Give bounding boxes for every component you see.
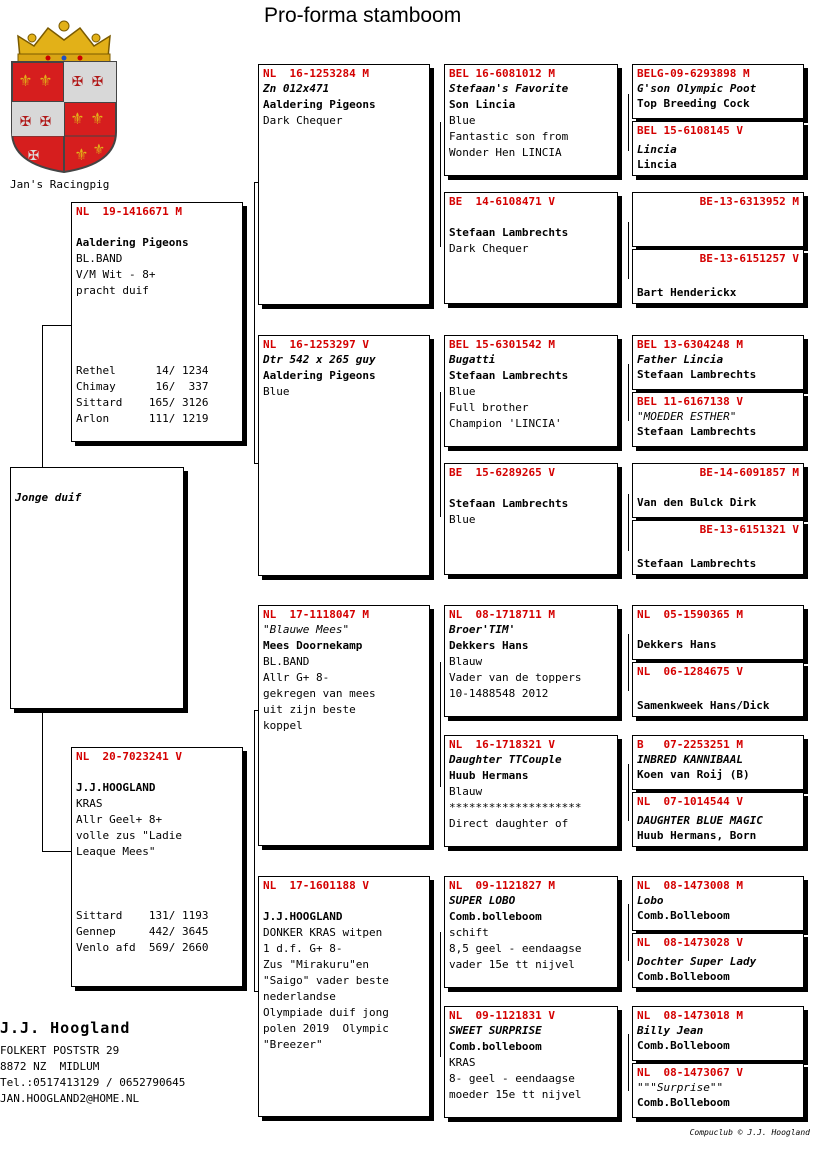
pigeon-name [637, 209, 799, 224]
breeder-name: Koen van Roij (B) [637, 768, 750, 781]
race-result: Chimay 16/ 337 [76, 380, 209, 393]
owner-address: FOLKERT POSTSTR 29 [0, 1044, 120, 1057]
pedigree-line [76, 219, 238, 235]
pedigree-line: Zus "Mirakuru"en [263, 958, 369, 971]
pedigree-line: DONKER KRAS witpen [263, 926, 383, 939]
owner-email: JAN.HOOGLAND2@HOME.NL [0, 1092, 140, 1105]
breeder-name: J.J.HOOGLAND [263, 910, 343, 923]
pigeon-name [637, 622, 799, 637]
subject-card[interactable] [10, 467, 184, 709]
g3-card-1[interactable] [444, 64, 618, 176]
pigeon-name: Billy Jean [637, 1024, 704, 1037]
g3-card-4[interactable] [444, 463, 618, 575]
connector-line [628, 634, 629, 691]
g3-card-6[interactable] [444, 735, 618, 847]
svg-text:✠: ✠ [92, 70, 103, 91]
connector-line [628, 1034, 629, 1091]
pigeon-name [637, 270, 799, 285]
pigeon-name: SWEET SURPRISE [449, 1024, 542, 1037]
ring-number: NL 06-1284675 V [637, 665, 743, 678]
g4-card-13[interactable] [632, 876, 804, 931]
crown-icon [18, 21, 110, 62]
pedigree-line: Direct daughter of [449, 817, 569, 830]
race-result: Arlon 111/ 1219 [76, 412, 209, 425]
connector-line [42, 851, 71, 852]
race-result: Venlo afd 569/ 2660 [76, 941, 209, 954]
ring-number: NL 19-1416671 M [76, 205, 182, 218]
pedigree-line: uit zijn beste [263, 703, 356, 716]
pedigree-line: vader 15e tt nijvel [449, 958, 575, 971]
breeder-name: Stefaan Lambrechts [449, 369, 569, 382]
pedigree-line: schift [449, 926, 489, 939]
pedigree-line: "Saigo" vader beste [263, 974, 389, 987]
owner-city: 8872 NZ MIDLUM [0, 1060, 100, 1073]
subject-line: Jonge duif [15, 491, 82, 504]
breeder-name [637, 224, 799, 239]
pedigree-line: Leaque Mees" [76, 845, 156, 858]
ring-number: NL 08-1473008 M [637, 879, 743, 892]
race-result: Rethel 14/ 1234 [76, 364, 209, 377]
pedigree-line: Blue [449, 513, 476, 526]
g4-card-15[interactable] [632, 1006, 804, 1061]
ring-number: BEL 16-6081012 M [449, 67, 555, 80]
pedigree-line: Fantastic son from [449, 130, 569, 143]
g3-card-3[interactable] [444, 335, 618, 447]
g4-card-7[interactable] [632, 463, 804, 518]
ring-number: BEL 11-6167138 V [637, 395, 743, 408]
breeder-name: Stefaan Lambrechts [449, 497, 569, 510]
connector-line [628, 904, 629, 961]
connector-line [42, 325, 43, 467]
pedigree-line: Allr G+ 8- [263, 671, 330, 684]
pedigree-line: moeder 15e tt nijvel [449, 1088, 582, 1101]
pigeon-name: Broer'TIM' [449, 623, 516, 636]
breeder-name: Dekkers Hans [637, 638, 717, 651]
g4-card-6[interactable] [632, 392, 804, 447]
ring-number: NL 08-1473018 M [637, 1009, 743, 1022]
pedigree-line: koppel [263, 719, 303, 732]
breeder-name: Comb.Bolleboom [637, 909, 730, 922]
ring-number: BE 14-6108471 V [449, 195, 555, 208]
ring-number: BE-13-6151257 V [699, 252, 799, 265]
g4-card-4[interactable] [632, 249, 804, 304]
footer-credit: Compuclub © J.J. Hoogland [689, 1128, 810, 1137]
pedigree-line [76, 860, 238, 876]
pigeon-name [637, 480, 799, 495]
connector-line [42, 325, 71, 326]
breeder-name: Comb.Bolleboom [637, 1039, 730, 1052]
pedigree-line [76, 347, 238, 363]
pedigree-line: Allr Geel+ 8+ [76, 813, 163, 826]
pedigree-line: nederlandse [263, 990, 336, 1003]
g3-card-5[interactable] [444, 605, 618, 717]
ring-number: NL 20-7023241 V [76, 750, 182, 763]
svg-text:⚜: ⚜ [20, 70, 31, 91]
connector-line [440, 392, 441, 517]
ring-number: NL 08-1473028 V [637, 936, 743, 949]
ring-number: BE-13-6313952 M [699, 195, 799, 208]
pedigree-line: polen 2019 Olympic [263, 1022, 389, 1035]
svg-text:✠: ✠ [40, 110, 51, 131]
breeder-name: Comb.bolleboom [449, 910, 542, 923]
pigeon-name: Dochter Super Lady [637, 955, 757, 968]
g4-card-11[interactable] [632, 735, 804, 790]
pigeon-name: Dtr 542 x 265 guy [263, 353, 376, 366]
pigeon-name [637, 683, 799, 698]
g3-card-8[interactable] [444, 1006, 618, 1118]
ring-number: NL 07-1014544 V [637, 795, 743, 808]
svg-text:✠: ✠ [20, 110, 31, 131]
pigeon-name: INBRED KANNIBAAL [637, 753, 743, 766]
pigeon-name [637, 541, 799, 556]
pedigree-line [449, 209, 613, 225]
pedigree-line: Dark Chequer [449, 242, 529, 255]
pedigree-line: Dark Chequer [263, 114, 343, 127]
owner-phone: Tel.:0517413129 / 0652790645 [0, 1076, 186, 1089]
pedigree-line: BL.BAND [76, 252, 123, 265]
breeder-name: Son Lincia [449, 98, 516, 111]
pedigree-line: BL.BAND [263, 655, 310, 668]
g2-card-3[interactable] [258, 605, 430, 846]
pedigree-line: Champion 'LINCIA' [449, 417, 562, 430]
g3-card-2[interactable] [444, 192, 618, 304]
pedigree-line: Blue [449, 385, 476, 398]
svg-text:⚜: ⚜ [92, 108, 103, 129]
ring-number: NL 17-1118047 M [263, 608, 369, 621]
pedigree-line: ******************** [449, 801, 582, 814]
pedigree-line [76, 876, 238, 892]
logo-caption: Jan's Racingpig [10, 178, 110, 191]
pedigree-line: Vader van de toppers [449, 671, 582, 684]
pedigree-line: KRAS [76, 797, 103, 810]
pigeon-name: Lincia [637, 143, 677, 156]
owner-name: J.J. Hoogland [0, 1019, 131, 1037]
breeder-name: Mees Doornekamp [263, 639, 363, 652]
connector-line [628, 364, 629, 421]
svg-text:⚜: ⚜ [76, 144, 87, 165]
breeder-name: Samenkweek Hans/Dick [637, 699, 770, 712]
ring-number: NL 09-1121831 V [449, 1009, 555, 1022]
race-result: Sittard 165/ 3126 [76, 396, 209, 409]
breeder-name: Huub Hermans [449, 769, 529, 782]
breeder-name: J.J.HOOGLAND [76, 781, 156, 794]
ring-number: BEL 15-6108145 V [637, 124, 743, 137]
pigeon-name: Father Lincia [637, 353, 724, 366]
pedigree-line [76, 299, 238, 315]
connector-line [628, 764, 629, 821]
ring-number: NL 16-1718321 V [449, 738, 555, 751]
g3-card-7[interactable] [444, 876, 618, 988]
pigeon-name: SUPER LOBO [449, 894, 516, 907]
breeder-name: Van den Bulck Dirk [637, 496, 757, 509]
ring-number: NL 16-1253297 V [263, 338, 369, 351]
breeder-name: Aaldering Pigeons [263, 98, 376, 111]
pigeon-name: Daughter TTCouple [449, 753, 562, 766]
page-title: Pro-forma stamboom [264, 4, 462, 27]
g4-card-12[interactable] [632, 792, 804, 847]
svg-text:⚜: ⚜ [40, 70, 51, 91]
pigeon-name: DAUGHTER BLUE MAGIC [637, 814, 763, 827]
breeder-name: Stefaan Lambrechts [637, 425, 757, 438]
pedigree-line: volle zus "Ladie [76, 829, 182, 842]
connector-line [254, 710, 255, 992]
connector-line [254, 182, 255, 464]
pedigree-line [76, 331, 238, 347]
connector-line [628, 94, 629, 151]
ring-number: NL 09-1121827 M [449, 879, 555, 892]
pedigree-line: Full brother [449, 401, 529, 414]
race-result: Gennep 442/ 3645 [76, 925, 209, 938]
pedigree-line: 8- geel - eendaagse [449, 1072, 575, 1085]
sire-card[interactable] [71, 202, 243, 442]
connector-line [628, 494, 629, 551]
ring-number: BE-14-6091857 M [699, 466, 799, 479]
ring-number: BE-13-6151321 V [699, 523, 799, 536]
ring-number: NL 16-1253284 M [263, 67, 369, 80]
svg-text:⚜: ⚜ [94, 139, 104, 158]
connector-line [42, 710, 43, 852]
breeder-name: Comb.Bolleboom [637, 970, 730, 983]
svg-text:✠: ✠ [72, 70, 83, 91]
g4-card-3[interactable] [632, 192, 804, 247]
pigeon-name: Lobo [637, 894, 664, 907]
g4-card-1[interactable] [632, 64, 804, 119]
connector-line [440, 932, 441, 1057]
g4-card-5[interactable] [632, 335, 804, 390]
coat-of-arms-logo [8, 14, 120, 174]
pigeon-name: Bugatti [449, 353, 496, 366]
ring-number: NL 05-1590365 M [637, 608, 743, 621]
ring-number: BE 15-6289265 V [449, 466, 555, 479]
g4-card-10[interactable] [632, 662, 804, 717]
ring-number: B 07-2253251 M [637, 738, 743, 751]
pedigree-line: gekregen van mees [263, 687, 376, 700]
svg-text:⚜: ⚜ [72, 108, 83, 129]
breeder-name: Huub Hermans, Born [637, 829, 757, 842]
breeder-name: Stefaan Lambrechts [637, 368, 757, 381]
pedigree-line [76, 764, 238, 780]
g4-card-16[interactable] [632, 1063, 804, 1118]
pedigree-line: Olympiade duif jong [263, 1006, 389, 1019]
breeder-name: Bart Henderickx [637, 286, 737, 299]
breeder-name: Comb.bolleboom [449, 1040, 542, 1053]
g4-card-8[interactable] [632, 520, 804, 575]
pedigree-line: Blauw [449, 785, 483, 798]
breeder-name: Top Breeding Cock [637, 97, 750, 110]
ring-number: BELG-09-6293898 M [637, 67, 750, 80]
breeder-name: Aaldering Pigeons [76, 236, 189, 249]
breeder-name: Comb.Bolleboom [637, 1096, 730, 1109]
pigeon-name: Stefaan's Favorite [449, 82, 569, 95]
pedigree-line [449, 480, 613, 496]
pedigree-line: "Breezer" [263, 1038, 323, 1051]
ring-number: NL 17-1601188 V [263, 879, 369, 892]
pedigree-line: Blue [263, 385, 290, 398]
pedigree-line [76, 315, 238, 331]
breeder-name: Aaldering Pigeons [263, 369, 376, 382]
race-result: Sittard 131/ 1193 [76, 909, 209, 922]
pigeon-name: """Surprise"" [637, 1081, 724, 1094]
ring-number: BEL 15-6301542 M [449, 338, 555, 351]
g4-card-14[interactable] [632, 933, 804, 988]
ring-number: NL 08-1718711 M [449, 608, 555, 621]
breeder-name: Stefaan Lambrechts [637, 557, 757, 570]
pedigree-line: Wonder Hen LINCIA [449, 146, 562, 159]
connector-line [628, 222, 629, 279]
pedigree-line [263, 893, 425, 909]
pedigree-line: V/M Wit - 8+ [76, 268, 156, 281]
g2-card-4[interactable] [258, 876, 430, 1117]
g4-card-9[interactable] [632, 605, 804, 660]
pedigree-line: pracht duif [76, 284, 149, 297]
breeder-name: Dekkers Hans [449, 639, 529, 652]
dam-card[interactable] [71, 747, 243, 987]
pigeon-name: G'son Olympic Poot [637, 82, 757, 95]
pedigree-line [76, 892, 238, 908]
pedigree-line: Blauw [449, 655, 483, 668]
connector-line [440, 662, 441, 787]
pedigree-line: Blue [449, 114, 476, 127]
pigeon-name: "Blauwe Mees" [263, 623, 350, 636]
ring-number: NL 08-1473067 V [637, 1066, 743, 1079]
pedigree-line: 8,5 geel - eendaagse [449, 942, 582, 955]
svg-text:✠: ✠ [28, 144, 39, 165]
g2-card-1[interactable] [258, 64, 430, 305]
ring-number: BEL 13-6304248 M [637, 338, 743, 351]
pedigree-line: 10-1488548 2012 [449, 687, 549, 700]
connector-line [440, 122, 441, 247]
breeder-name: Stefaan Lambrechts [449, 226, 569, 239]
g4-card-2[interactable] [632, 121, 804, 176]
g2-card-2[interactable] [258, 335, 430, 576]
pedigree-line: 1 d.f. G+ 8- [263, 942, 343, 955]
breeder-name: Lincia [637, 158, 677, 171]
pigeon-name: "MOEDER ESTHER" [637, 410, 737, 423]
pedigree-line: KRAS [449, 1056, 476, 1069]
pigeon-name: Zn 012x471 [263, 82, 330, 95]
